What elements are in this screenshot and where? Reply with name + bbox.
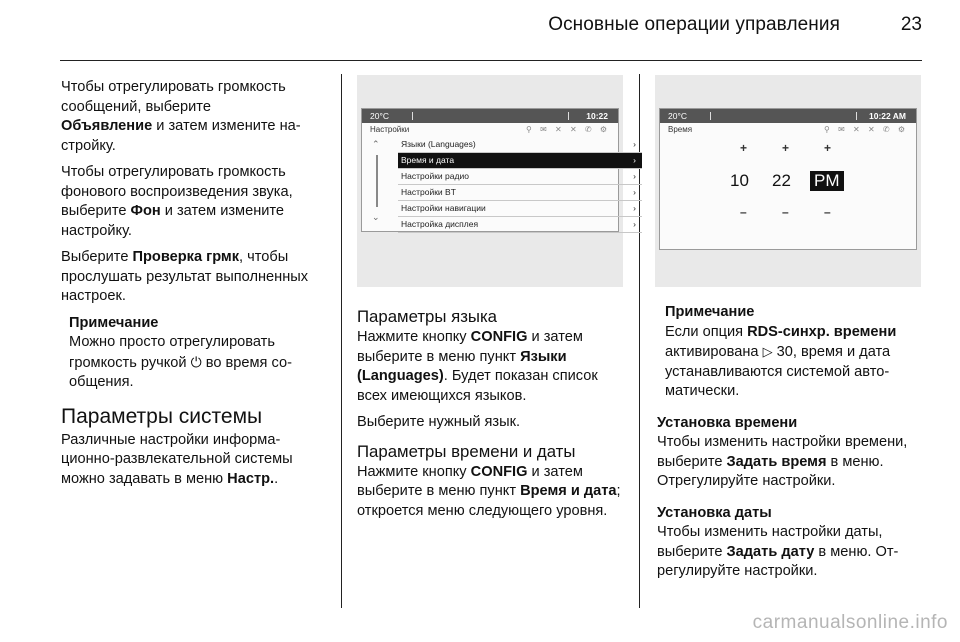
screen-title: Время [668,125,693,134]
menu-item-bt-settings[interactable]: Настройки BT › [398,185,642,201]
status-separator [568,112,569,120]
column-divider-1 [341,74,342,608]
scrollbar[interactable] [376,155,378,207]
menu-term-set-time: Задать время [726,453,827,470]
minute-increase-button[interactable]: + [782,141,790,155]
ampm-increase-button[interactable]: + [824,141,832,155]
temperature-readout: 20°C [370,111,389,121]
section-heading-language: Параметры языка [357,307,498,326]
status-separator [710,112,711,120]
paragraph-announcement-volume: Чтобы отрегулировать громкость сообщений, выберите Объявление и затем измените настройку. [61,79,301,154]
settings-screenshot [357,75,636,287]
column-1 [61,78,326,496]
minute-value: 22 [772,171,791,190]
note-text: Можно просто отрегулировать громкость ручкой ⏻ во время сообщения. [69,334,292,390]
menu-item-radio-settings[interactable]: Настройки радио › [398,169,642,185]
hour-decrease-button[interactable]: – [740,205,747,219]
column-3 [657,303,927,589]
paragraph-system-settings: Различные настройки информационно-развлекательной системы можно задавать в меню Настр.. [61,431,293,487]
menu-term-settings: Настр. [227,470,275,487]
screen-title: Настройки [370,125,410,134]
subheading-set-date: Установка даты [657,504,772,521]
paragraph-volume-check: Выберите Проверка грмк, чтобы прослушать результат выполненных настроек. [61,249,309,304]
menu-term-background: Фон [130,203,161,219]
hour-increase-button[interactable]: + [740,141,748,155]
paragraph-language: Нажмите кнопку CONFIG и затем выберите в меню пункт Языки (Languages). Будет показан список всех имеющихся языков. [357,329,598,404]
section-heading-system-settings: Параметры системы [61,404,263,428]
time-screen [659,108,917,250]
option-term-rds-sync: RDS-синхр. времени [747,323,897,340]
menu-item-navigation-settings[interactable]: Настройки навигации › [398,201,642,217]
ampm-value: PM [810,171,844,191]
note-block [665,303,927,402]
chevron-right-icon: › [633,187,636,197]
column-2 [357,306,629,528]
note-text: Если опция RDS-синхр. времени активирована ▷ 30, время и дата устанавливаются системой автоматически. [665,323,897,399]
settings-screen [361,108,636,232]
page-number: 23 [900,14,922,35]
menu-term-time-date: Время и дата [520,483,617,499]
note-heading: Примечание [69,314,159,331]
status-separator [856,112,857,120]
paragraph-select-language: Выберите нужный язык. [357,414,521,430]
power-knob-icon: ⏻ [190,353,202,370]
menu-item-time-date[interactable]: Время и дата › [398,153,642,169]
status-bar [660,109,916,123]
note-heading: Примечание [665,304,755,320]
subheading-set-time: Установка времени [657,414,798,431]
scroll-down-icon[interactable]: ⌄ [372,212,380,222]
menu-item-languages[interactable]: Языки (Languages) › [398,137,642,153]
ampm-decrease-button[interactable]: – [824,205,831,219]
chevron-right-icon: › [633,203,636,213]
button-term-config: CONFIG [470,329,528,345]
note-block [69,314,326,393]
clock-readout: 10:22 [586,111,608,121]
time-screenshot [655,75,921,287]
watermark: carmanualsonline.info [752,612,948,633]
status-bar [362,109,618,123]
scroll-up-icon[interactable]: ⌃ [372,139,380,149]
hour-value: 10 [730,171,749,190]
status-icons: ⚲ ✉ ✕ ✕ ✆ ⚙ [824,125,908,134]
menu-term-set-date: Задать дату [726,543,815,560]
paragraph-set-date: Чтобы изменить настройки даты, выберите Задать дату в меню. Отрегулируйте настройки. [657,524,899,579]
page-reference-icon: ▷ [762,344,773,359]
paragraph-set-time: Чтобы изменить настройки времени, выберите Задать время в меню. Отрегулируйте настройки. [657,434,908,489]
chevron-right-icon: › [633,219,636,229]
page-title: Основные операции управления [548,14,840,35]
chevron-right-icon: › [633,171,636,181]
menu-item-display-settings[interactable]: Настройка дисплея › [398,217,642,233]
clock-readout: 10:22 AM [868,111,906,121]
button-term-config: CONFIG [470,463,528,480]
temperature-readout: 20°C [668,111,687,121]
status-separator [412,112,413,120]
menu-term-volume-check: Проверка грмк [132,249,240,265]
menu-term-announcement: Объявление [61,118,153,134]
paragraph-background-volume: Чтобы отрегулировать громкость фонового воспроизведения звука, выберите Фон и затем измените настройку. [61,164,293,239]
minute-decrease-button[interactable]: – [782,205,789,219]
settings-menu-list [398,137,642,233]
chevron-right-icon: › [633,139,636,149]
menu-term-languages: Языки (Languages) [357,348,567,384]
header-divider [60,60,922,61]
section-heading-time-date: Параметры времени и даты [357,441,576,461]
paragraph-time-date: Нажмите кнопку CONFIG и затем выберите в меню пункт Время и дата; откроется меню следующего уровня. [357,463,621,519]
chevron-right-icon: › [633,155,636,165]
status-icons: ⚲ ✉ ✕ ✕ ✆ ⚙ [526,125,610,134]
